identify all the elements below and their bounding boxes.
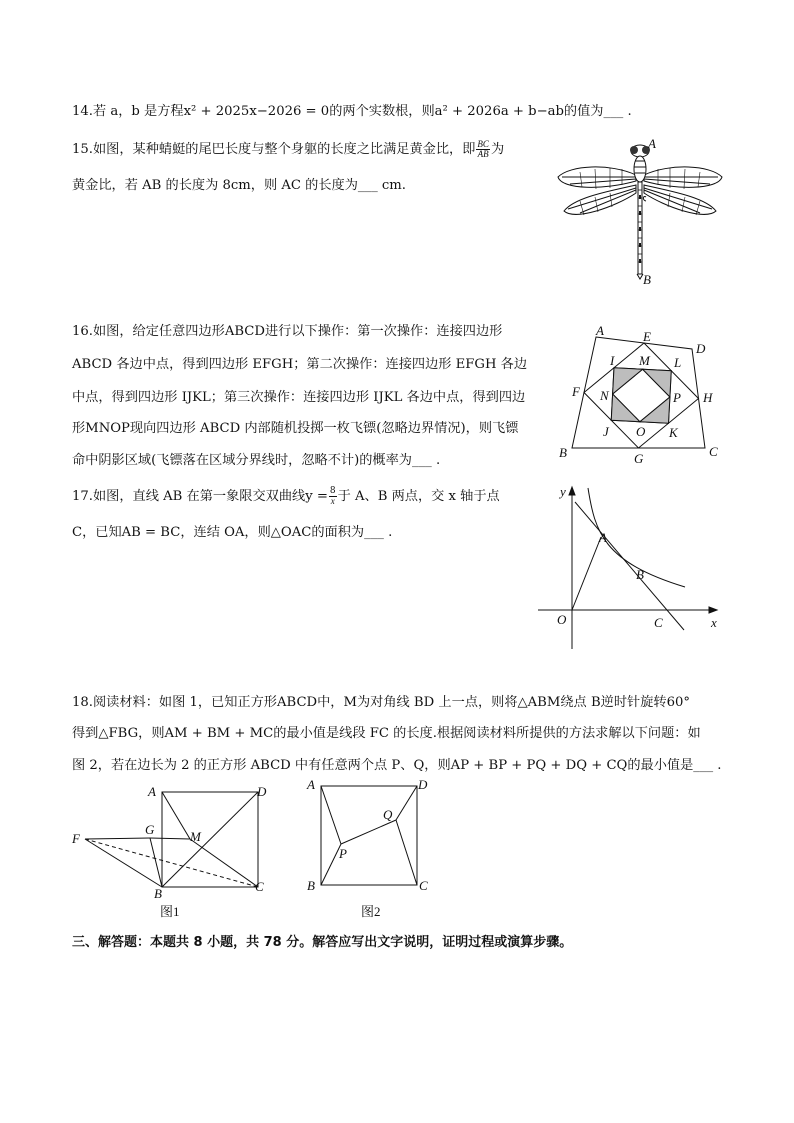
fig1-label-b: B (154, 886, 162, 901)
hyperbola-graph (535, 482, 725, 652)
q17-label-o: O (557, 612, 567, 627)
fig2-label-d: D (418, 777, 428, 792)
line-ab (575, 502, 684, 630)
segment-mc (190, 839, 258, 887)
q16-label-p: P (673, 390, 681, 405)
segment-oa (572, 537, 601, 610)
fig2-caption: 图2 (361, 904, 381, 919)
question-15-line-1 (72, 140, 504, 160)
segment-fg (85, 838, 150, 839)
section-3-heading: 三、解答题：本题共 8 小题，共 78 分。解答应写出文字说明，证明过程或演算步骤。 (72, 935, 573, 950)
fig2-label-q: Q (383, 807, 393, 822)
question-18-line-1: 18.阅读材料：如图 1，已知正方形ABCD中，M为对角线 BD 上一点，则将△ABM绕点 B逆时针旋转60° (72, 695, 690, 710)
x-axis-arrow (709, 607, 717, 613)
segment-cq (396, 820, 417, 885)
q17-fraction: $\frac{8}{x}$ (329, 486, 336, 506)
question-18-line-3: 图 2，若在边长为 2 的正方形 ABCD 中有任意两个点 P、Q，则AP + BP + PQ + DQ + CQ的最小值是___ . (72, 758, 722, 773)
q16-label-h: H (703, 390, 713, 405)
fig2-label-p: P (339, 846, 347, 861)
q17-label-b: B (636, 567, 644, 582)
q16-label-e: E (643, 329, 651, 344)
fig1-caption: 图1 (160, 904, 180, 919)
q17-text-b: 于 A、B 两点，交 x 轴于点 (337, 489, 500, 504)
q16-label-o: O (636, 424, 646, 439)
q17-label-y: y (560, 484, 566, 499)
q16-label-a: A (596, 323, 604, 338)
fig2-label-c: C (419, 878, 428, 893)
segment-am (162, 792, 190, 839)
q16-label-f: F (572, 384, 580, 399)
q15-text-b: 为 (490, 142, 505, 157)
q16-label-d: D (696, 341, 706, 356)
question-16-line-1: 16.如图，给定任意四边形ABCD进行以下操作：第一次操作：连接四边形 (72, 324, 503, 339)
q15-ratio-fraction: $\frac{BC}{AB}$ (477, 139, 489, 159)
q17-label-c: C (654, 615, 663, 630)
segment-bp (321, 844, 341, 885)
figure-1 (70, 782, 280, 922)
fig2-label-a: A (307, 777, 315, 792)
dragonfly-figure (550, 135, 730, 290)
question-16-line-3: 中点，得到四边形 IJKL；第三次操作：连接四边形 IJKL 各边中点，得到四边 (72, 390, 526, 405)
diagonal-bd (162, 792, 258, 887)
fig1-label-m: M (190, 829, 201, 844)
fig1-label-d: D (257, 784, 267, 799)
q16-label-k: K (669, 425, 678, 440)
q16-label-n: N (600, 388, 609, 403)
q16-label-m: M (639, 353, 650, 368)
dragonfly-label-b: B (643, 272, 651, 287)
question-16-line-2: ABCD 各边中点，得到四边形 EFGH；第二次操作：连接四边形 EFGH 各边 (72, 357, 528, 372)
fig1-label-c: C (255, 879, 264, 894)
question-15-line-2: 黄金比，若 AB 的长度为 8cm，则 AC 的长度为___ cm. (72, 178, 406, 193)
q16-label-j: J (603, 424, 609, 439)
question-16-line-4: 形MNOP现向四边形 ABCD 内部随机投掷一枚飞镖(忽略边界情况)，则飞镖 (72, 421, 519, 436)
q17-text-a: 17.如图，直线 AB 在第一象限交双曲线y = (72, 489, 328, 504)
fig1-label-a: A (148, 784, 156, 799)
q16-label-c: C (709, 444, 718, 459)
q17-label-x: x (711, 615, 717, 630)
quadrilateral-figure (555, 322, 725, 467)
segment-ap (321, 786, 341, 844)
q16-label-g: G (634, 451, 644, 466)
segment-pq (341, 820, 396, 844)
question-18-line-2: 得到△FBG，则AM + BM + MC的最小值是线段 FC 的长度.根据阅读材料所提供的方法求解以下问题：如 (72, 726, 701, 741)
question-17-line-1 (72, 487, 500, 507)
q16-label-b: B (559, 445, 567, 460)
dragonfly-label-a: A (648, 136, 656, 151)
square-abcd-fig2 (321, 786, 417, 885)
segment-gb (150, 838, 162, 887)
segment-gm (150, 838, 190, 839)
segment-dq (396, 786, 417, 820)
question-14: 14.若 a，b 是方程x² + 2025x−2026 = 0的两个实数根，则a² + 2026a + b−ab的值为___ . (72, 104, 632, 119)
q16-label-l: L (674, 355, 682, 370)
q17-label-a: A (599, 530, 607, 545)
question-16-line-5: 命中阴影区域(飞镖落在区域分界线时，忽略不计)的概率为___ . (72, 453, 441, 468)
q15-text-a: 15.如图，某种蜻蜓的尾巴长度与整个身躯的长度之比满足黄金比，即 (72, 142, 476, 157)
y-axis-arrow (569, 487, 575, 495)
segment-fb (85, 839, 162, 887)
fig1-label-f: F (72, 831, 80, 846)
q16-label-i: I (610, 353, 615, 368)
segment-fc-dashed (85, 839, 258, 887)
fig2-label-b: B (307, 878, 315, 893)
question-17-line-2: C，已知AB = BC，连结 OA，则△OAC的面积为___ . (72, 525, 393, 540)
fig1-label-g: G (145, 822, 155, 837)
figure-2 (303, 772, 443, 922)
